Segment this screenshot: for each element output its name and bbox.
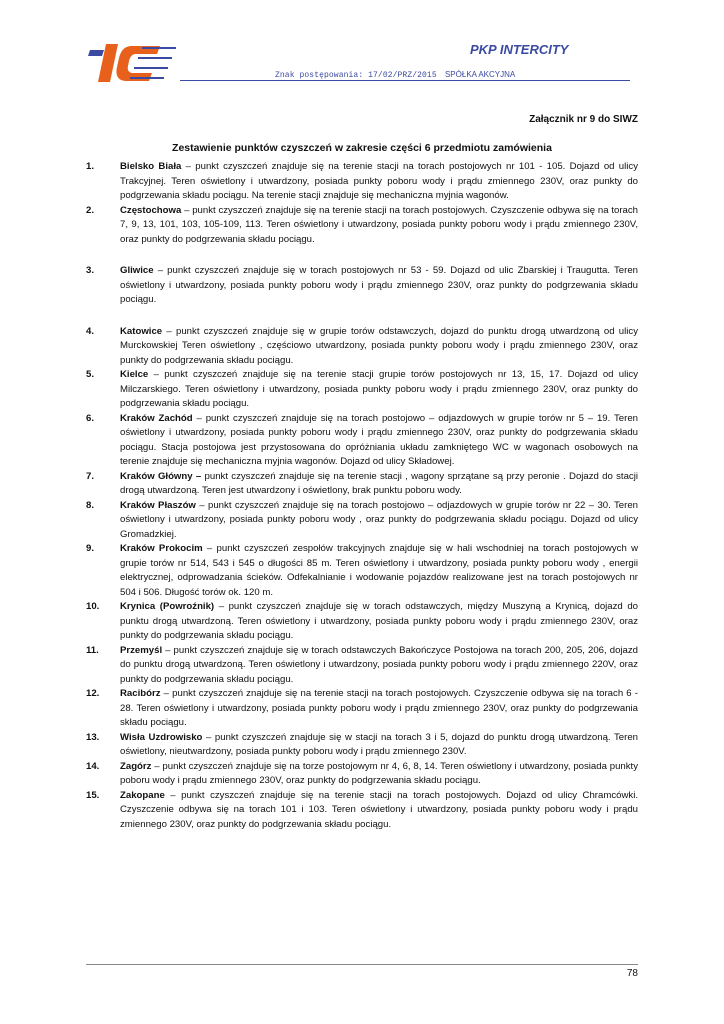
procedure-reference: Znak postępowania: 17/02/PRZ/2015	[275, 71, 437, 80]
location-name: Przemyśl	[120, 644, 163, 656]
item-number: 14.	[86, 760, 100, 772]
company-type: SPÓŁKA AKCYJNA	[444, 70, 516, 79]
item-number: 11.	[86, 644, 99, 656]
item-number: 15.	[86, 789, 100, 801]
cleaning-points-list	[86, 160, 638, 832]
item-number: 10.	[86, 601, 100, 612]
item-number: 12.	[86, 688, 100, 699]
location-description: – punkt czyszczeń znajduje się na torze postojowym nr 4, 6, 8, 14. Teren oświetlony i utwardzony, posiada punkty poboru wody i prądu zmiennego 230V, oraz punkty do podgrzewania składu pociągu.	[120, 760, 638, 786]
list-item	[86, 499, 638, 543]
list-item	[86, 542, 638, 600]
item-text	[120, 160, 638, 204]
item-text	[120, 731, 638, 760]
document-title: Zestawienie punktów czyszczeń w zakresie części 6 przedmiotu zamówienia	[172, 142, 552, 154]
location-description: – punkt czyszczeń znajduje się na torach postojowo – odjazdowych w grupie torów nr 22 – 30. Teren oświetlony i utwardzony, posiada punkty poboru wody , oraz punkty do podgrzewania składu pociągu. Dojazd od ulicy Gromadzkiej.	[120, 499, 638, 540]
item-text	[120, 204, 638, 248]
location-name: Kraków Zachód	[120, 412, 193, 424]
list-item	[86, 687, 638, 731]
list-item	[86, 412, 638, 470]
location-description: – punkt czyszczeń znajduje się w stacji na torach 3 i 5, dojazd do punktu drogą utwardzoną. Teren oświetlony, nieutwardzony, posiada punkty poboru wody i prądu zmiennego 230V.	[120, 731, 638, 757]
list-item	[86, 204, 638, 248]
location-name: Kraków Prokocim	[120, 543, 203, 554]
list-item	[86, 731, 638, 760]
location-description: – punkt czyszczeń znajduje się w grupie torów odstawczych, dojazd do punktu drogą utwardzoną od ulicy Murckowskiej Teren oświetlony , częściowo utwardzony, posiada punkty poboru wody i prądu zmiennego 230V, oraz punkty do podgrzewania składu pociągu.	[120, 325, 638, 366]
location-description: punkt czyszczeń znajduje się na terenie stacji , wagony sprzątane są przy peronie . Dojazd do stacji drogą utwardzoną. Teren jest utwardzony i oświetlony, brak punktu poboru wody.	[120, 470, 638, 496]
location-description: – punkt czyszczeń znajduje się na terenie stacji na torach postojowych. Dojazd od ulicy Chramcówki. Czyszczenie odbywa się na torach 101 i 103. Teren oświetlony i utwardzony, posiada punkty poboru wody i prądu zmiennego 230V, oraz punkty do podgrzewania składu pociągu.	[120, 789, 638, 830]
item-number: 1.	[86, 161, 95, 172]
list-item	[86, 368, 638, 412]
item-text	[120, 325, 638, 369]
item-number: 9.	[86, 543, 95, 554]
location-description: – punkt czyszczeń znajduje się na terenie stacji na torach postojowych. Czyszczenie odbywa się na torach 7, 9, 13, 101, 103, 105-109, 113. Teren oświetlony i utwardzony, posiada punkty poboru wody i prądu zmiennego 230V, oraz punkty do podgrzewania składu pociągu.	[120, 204, 638, 245]
item-text	[120, 644, 638, 688]
item-number: 8.	[86, 499, 95, 511]
item-number: 7.	[86, 470, 95, 482]
item-number: 5.	[86, 369, 95, 380]
location-description: – punkt czyszczeń znajduje się na terenie stacji na torach postojowych nr 101 - 105. Dojazd od ulicy Trakcyjnej. Teren oświetlony i utwardzony, posiada punkty poboru wody i prądu zmiennego 230V, oraz punkty do podgrzewania składu pociągu. Na terenie stacji znajduje się mechaniczna myjnia wagonów.	[120, 161, 638, 201]
list-item	[86, 470, 638, 499]
item-text	[120, 499, 638, 543]
location-description: – punkt czyszczeń znajduje się w torach postojowych nr 53 - 59. Dojazd od ulic Zbarskiej i Traugutta. Teren oświetlony i utwardzony, posiada punkty poboru wody i prądu zmiennego 230V, oraz punkty do podgrzewania składu pociągu.	[120, 265, 638, 305]
item-number: 13.	[86, 731, 100, 743]
location-name: Racibórz	[120, 688, 161, 699]
list-item	[86, 160, 638, 204]
intercity-logo-icon	[88, 40, 184, 86]
item-text	[120, 687, 638, 731]
list-item	[86, 600, 638, 644]
location-name: Kraków Płaszów	[120, 499, 196, 511]
header-divider	[180, 80, 630, 81]
list-item	[86, 325, 638, 369]
footer-divider	[86, 964, 638, 965]
item-text	[120, 368, 638, 412]
location-name: Bielsko Biała	[120, 161, 182, 172]
page-number: 78	[626, 968, 638, 979]
list-item	[86, 789, 638, 833]
location-description: – punkt czyszczeń znajduje się na torach postojowo – odjazdowych w grupie torów nr 5 – 19. Teren oświetlony i utwardzony, posiada punkty poboru wody i prądu zmiennego 230V, oraz punkty do podgrzewania składu pociągu. Stacja postojowa jest przystosowana do opróżniania układu zamkniętego WC w wagonach osobowych na terenie znajduje się mechaniczna myjnia wagonów. Dojazd od ulicy Składowej.	[120, 412, 638, 467]
list-item	[86, 760, 638, 789]
list-item	[86, 264, 638, 308]
location-name: Krynica (Powroźnik)	[120, 601, 215, 612]
location-description: – punkt czyszczeń znajduje się na terenie stacji grupie torów postojowych nr 13, 15, 17. Dojazd od ulicy Milczarskiego. Teren oświetlony i utwardzony, posiada punkty poboru wody i prądu zmiennego 230V, oraz punkty do podgrzewania składu pociągu.	[120, 369, 638, 409]
location-name: Częstochowa	[120, 204, 182, 216]
location-name: Zagórz	[120, 760, 152, 772]
item-number: 3.	[86, 265, 95, 276]
item-number: 6.	[86, 412, 95, 424]
item-number: 2.	[86, 204, 95, 216]
location-name: Zakopane	[120, 789, 165, 801]
location-name: Kielce	[120, 369, 149, 380]
header-subline	[275, 70, 515, 80]
item-text	[120, 542, 638, 600]
item-text	[120, 789, 638, 833]
item-text	[120, 600, 638, 644]
location-name: Kraków Główny –	[120, 470, 202, 482]
list-item	[86, 644, 638, 688]
location-name: Gliwice	[120, 265, 154, 276]
location-description: – punkt czyszczeń znajduje się w torach odstawczych Bakończyce Postojowa na torach 200, 205, 206, dojazd do punktu drogą utwardzoną. Teren oświetlony i utwardzony, posiada punkty poboru wody i prądu zmiennego 220V, oraz punkty do podgrzewania składu pociągu.	[120, 644, 638, 685]
item-text	[120, 760, 638, 789]
location-description: – punkt czyszczeń zespołów trakcyjnych znajduje się w hali wschodniej na torach postojowych w grupie torów nr 514, 543 i 545 o długości 85 m. Teren oświetlony i utwardzony, posiada punkty poboru wody , energii elektrycznej, odprowadzania ścieków. Odfekalnianie i wodowanie pojazdów realizowane jest na torach postojowych nr 504 i 506. Długość torów ok. 120 m.	[120, 543, 638, 598]
item-text	[120, 264, 638, 308]
item-text	[120, 412, 638, 470]
location-name: Wisła Uzdrowisko	[120, 731, 203, 743]
location-description: – punkt czyszczeń znajduje się w torach odstawczych, między Muszyną a Krynicą, dojazd do punktu drogą utwardzoną. Teren oświetlony i utwardzony, posiada punkty poboru wody i prądu zmiennego 230V, oraz punkty do podgrzewania składu pociągu.	[120, 601, 638, 641]
brand-name: PKP INTERCITY	[470, 42, 569, 57]
item-text	[120, 470, 638, 499]
annex-label: Załącznik nr 9 do SIWZ	[529, 114, 638, 125]
location-name: Katowice	[120, 325, 163, 337]
item-number: 4.	[86, 325, 95, 337]
location-description: – punkt czyszczeń znajduje się na terenie stacji na torach postojowych. Czyszczenie odbywa się na torach 6 - 28. Teren oświetlony i utwardzony, posiada punkty poboru wody i prądu zmiennego 230V, oraz punkty do podgrzewania składu pociągu.	[120, 688, 638, 728]
